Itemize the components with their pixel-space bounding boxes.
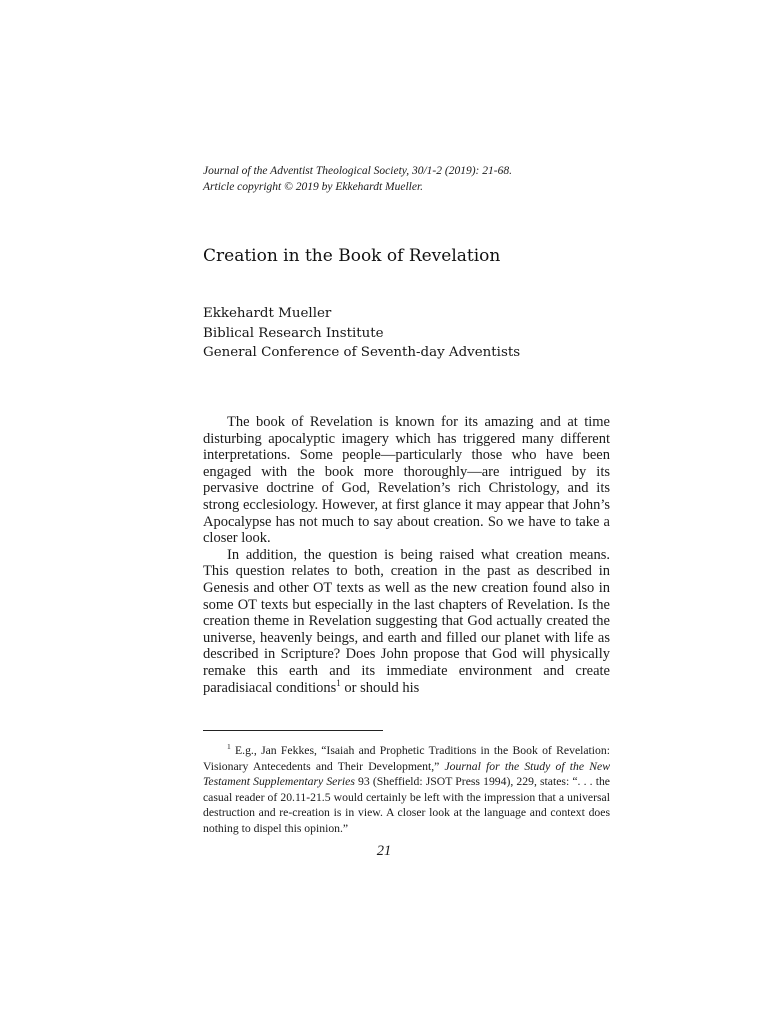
footnote-divider bbox=[203, 730, 383, 731]
body-paragraph-2 bbox=[203, 547, 610, 696]
author-institute: Biblical Research Institute bbox=[203, 325, 384, 341]
paragraph-2-continuation: or should his bbox=[340, 679, 420, 696]
footnote-paragraph bbox=[203, 743, 610, 837]
paragraph-2-text: In addition, the question is being raised what creation means. This question relates to both, creation in the past as described in Genesis and other OT texts as well as the new creation found also in some OT texts but especially in the last chapters of Revelation. Is the creation theme in Revelation suggesting that God actually created the universe, heavenly beings, and earth and filled our planet with life as described in Scripture? Does John propose that God will physically remake this earth and its immediate environment and create paradisiacal conditions bbox=[203, 546, 610, 696]
author-organization: General Conference of Seventh-day Adventists bbox=[203, 345, 521, 360]
article-body bbox=[203, 414, 610, 696]
page-number: 21 bbox=[376, 843, 392, 859]
copyright-line: Article copyright © 2019 by Ekkehardt Mueller. bbox=[203, 181, 424, 193]
article-title: Creation in the Book of Revelation bbox=[203, 246, 501, 266]
footnote-reference: 1 bbox=[336, 677, 341, 688]
footnote-journal-title: Journal for the Study of the New Testament Supplementary Series bbox=[203, 759, 611, 789]
journal-header bbox=[203, 163, 583, 195]
author-name: Ekkehardt Mueller bbox=[203, 306, 332, 321]
footnote-marker: 1 bbox=[227, 742, 231, 752]
citation-line: Journal of the Adventist Theological Society, 30/1-2 (2019): 21-68. bbox=[203, 165, 512, 177]
footnote bbox=[203, 743, 610, 837]
body-paragraph-1: The book of Revelation is known for its amazing and at time disturbing apocalyptic imagery which has triggered many different interpretations. Some people—particularly those who have been engaged with the book more thoroughly—are intrigued by its pervasive doctrine of God, Revelation’s rich Christology, and its strong ecclesiology. However, at first glance it may appear that John’s Apocalypse has not much to say about creation. So we have to take a closer look. bbox=[203, 414, 610, 547]
footnote-text-start: E.g., Jan Fekkes, “Isaiah and Prophetic Traditions in the Book of Revelation: Visionary Antecedents and Their Development,” bbox=[203, 744, 610, 773]
footnote-text-end: 93 (Sheffield: JSOT Press 1994), 229, states: “. . . the casual reader of 20.11-21.5 would certainly be left with the impression that a universal destruction and re-creation is in view. A closer look at the language and context does nothing to dispel this opinion.” bbox=[203, 775, 610, 835]
author-block bbox=[203, 304, 520, 363]
